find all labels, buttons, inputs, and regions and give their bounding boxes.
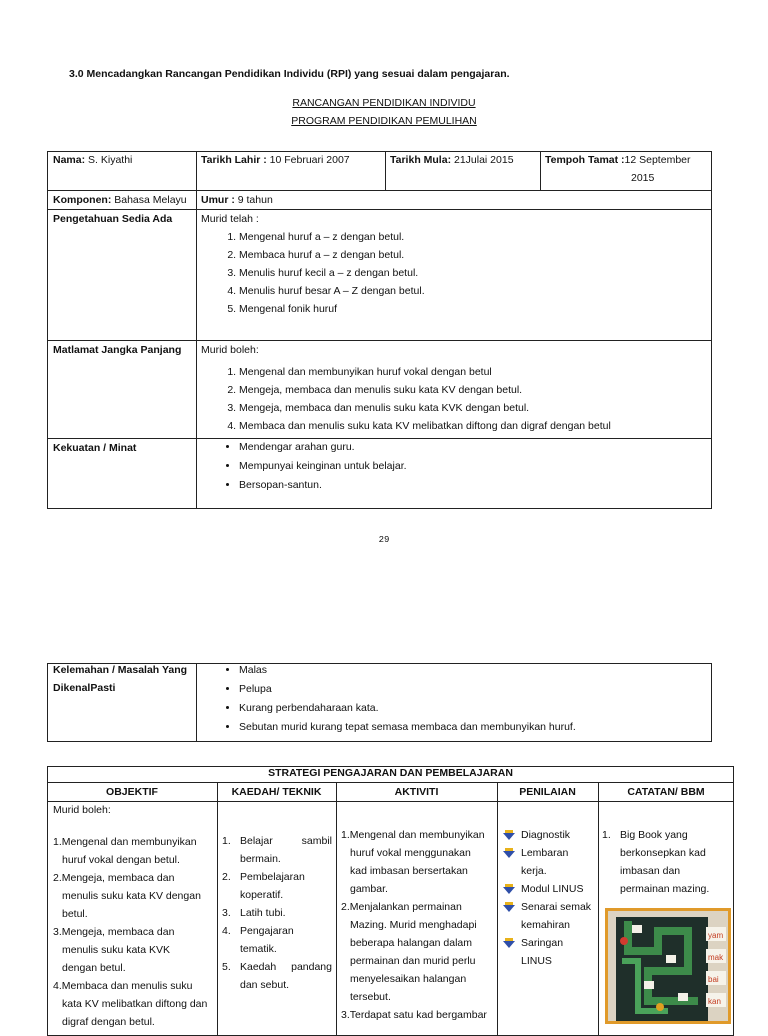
pengetahuan-list <box>201 228 706 318</box>
kaedah-text: Pengajaran <box>240 925 294 937</box>
kaedah-text: pandang <box>291 961 332 973</box>
kaedah-text: Kaedah <box>240 961 277 973</box>
objektif-line: betul. <box>62 908 88 920</box>
matlamat-label: Matlamat Jangka Panjang <box>53 344 182 356</box>
list-item: • Malas <box>239 661 706 680</box>
list-item: 3. Menulis huruf kecil a – z dengan betul. <box>239 264 706 282</box>
tempoh-tamat-year: 2015 <box>631 172 655 184</box>
header-kaedah: KAEDAH/ TEKNIK <box>231 786 322 798</box>
objektif-content <box>53 801 215 1031</box>
aktiviti-line: gambar. <box>350 883 388 895</box>
header-aktiviti: AKTIVITI <box>394 786 439 798</box>
list-item <box>501 898 597 934</box>
kaedah-text: Pembelajaran <box>240 871 305 883</box>
nama-cell <box>53 151 132 169</box>
aktiviti-line: 3.Terdapat satu kad bergambar <box>341 1009 487 1021</box>
catatan-content <box>602 826 732 898</box>
objektif-intro: Murid boleh: <box>53 804 111 816</box>
photo-label: mak <box>708 953 724 962</box>
objektif-line: huruf vokal dengan betul. <box>62 854 180 866</box>
arrow-down-icon <box>503 901 515 913</box>
aktiviti-line: huruf vokal menggunakan <box>350 847 471 859</box>
col-divider <box>497 782 498 1036</box>
objektif-line: 1.Mengenal dan membunyikan <box>53 836 197 848</box>
objektif-line: dengan betul. <box>62 962 126 974</box>
penilaian-text: LINUS <box>521 955 552 967</box>
objektif-line: menulis suku kata KVK <box>62 944 170 956</box>
kekuatan-content <box>201 438 706 495</box>
penilaian-text: Diagnostik <box>521 829 571 841</box>
arrow-down-icon <box>503 937 515 949</box>
header-objektif: OBJEKTIF <box>106 786 158 798</box>
objektif-line: 3.Mengeja, membaca dan <box>53 926 175 938</box>
col-divider <box>196 151 197 509</box>
maze-board-image <box>608 911 728 1021</box>
kaedah-text: tematik. <box>240 943 277 955</box>
tarikh-mula-label: Tarikh Mula: <box>390 154 452 166</box>
kaedah-item: 2. Pembelajaran <box>222 868 332 886</box>
tarikh-mula-value: 21Julai 2015 <box>451 154 514 166</box>
arrow-down-icon <box>503 883 515 895</box>
col-divider <box>385 151 386 190</box>
pengetahuan-label: Pengetahuan Sedia Ada <box>53 213 173 225</box>
kelemahan-list <box>201 661 706 737</box>
aktiviti-content <box>341 826 497 1024</box>
col-divider <box>217 782 218 1036</box>
aktiviti-line: permainan dan murid perlu <box>350 955 476 967</box>
komponen-cell <box>53 191 187 209</box>
tempoh-tamat-label: Tempoh Tamat : <box>545 154 625 166</box>
tempoh-tamat-value: 12 September <box>624 154 691 166</box>
col-divider <box>196 663 197 742</box>
penilaian-text: Saringan <box>521 937 564 949</box>
col-divider <box>336 782 337 1036</box>
list-item: 4. Membaca dan menulis suku kata KV melibatkan diftong dan digraf dengan betul <box>239 417 706 435</box>
kaedah-text: sambil <box>301 835 332 847</box>
photo-label: yam <box>708 931 724 940</box>
aktiviti-line: 2.Menjalankan permainan <box>341 901 462 913</box>
section-heading: 3.0 Mencadangkan Rancangan Pendidikan Individu (RPI) yang sesuai dalam pengajaran. <box>69 68 510 80</box>
kelemahan-label-line2: DikenalPasti <box>53 682 116 694</box>
umur-value: 9 tahun <box>234 194 273 206</box>
catatan-text: Big Book yang <box>620 829 688 841</box>
kaedah-text: koperatif. <box>240 889 284 901</box>
matlamat-content <box>201 341 706 435</box>
header-catatan: CATATAN/ BBM <box>627 786 705 798</box>
penilaian-text: kerja. <box>521 865 547 877</box>
kelemahan-label-line1: Kelemahan / Masalah Yang <box>53 664 188 676</box>
aktiviti-line: tersebut. <box>350 991 391 1003</box>
catatan-text: imbasan dan <box>620 865 681 877</box>
kaedah-item: 5. Kaedah pandang <box>222 958 332 976</box>
col-divider <box>540 151 541 190</box>
kaedah-text: Latih tubi. <box>240 907 286 919</box>
aktiviti-line: Mazing. Murid menghadapi <box>350 919 477 931</box>
objektif-line: kata KV melibatkan diftong dan <box>62 998 208 1010</box>
kaedah-item: 4. Pengajaran <box>222 922 332 940</box>
list-item: 2. Mengeja, membaca dan menulis suku kata KV dengan betul. <box>239 381 706 399</box>
catatan-number: 1. <box>602 829 611 841</box>
kaedah-item: 3. Latih tubi. <box>222 904 332 922</box>
pengetahuan-intro: Murid telah : <box>201 213 259 225</box>
kaedah-content <box>222 832 332 994</box>
tarikh-lahir-cell <box>201 151 350 169</box>
penilaian-text: Senarai semak <box>521 901 592 913</box>
kelemahan-content <box>201 661 706 737</box>
list-item: • Bersopan-santun. <box>239 476 706 495</box>
col-divider <box>598 782 599 1036</box>
kekuatan-list <box>201 438 706 495</box>
penilaian-text: kemahiran <box>521 919 571 931</box>
arrow-down-icon <box>503 829 515 841</box>
objektif-line: digraf dengan betul. <box>62 1016 155 1028</box>
list-item: 3. Mengeja, membaca dan menulis suku kata KVK dengan betul. <box>239 399 706 417</box>
aktiviti-line: beberapa halangan dalam <box>350 937 473 949</box>
objektif-line: 2.Mengeja, membaca dan <box>53 872 175 884</box>
list-item: • Sebutan murid kurang tepat semasa membaca dan membunyikan huruf. <box>239 718 706 737</box>
page-number: 29 <box>378 535 390 545</box>
objektif-line: menulis suku kata KV dengan <box>62 890 201 902</box>
list-item: • Mempunyai keinginan untuk belajar. <box>239 457 706 476</box>
photo-label: bai <box>708 975 719 984</box>
list-item <box>501 934 597 970</box>
aktiviti-line: 1.Mengenal dan membunyikan <box>341 829 485 841</box>
penilaian-list <box>501 826 597 970</box>
list-item: 1. Mengenal huruf a – z dengan betul. <box>239 228 706 246</box>
strategi-title: STRATEGI PENGAJARAN DAN PEMBELAJARAN <box>268 767 513 779</box>
list-item: • Kurang perbendaharaan kata. <box>239 699 706 718</box>
tarikh-lahir-value: 10 Februari 2007 <box>266 154 350 166</box>
list-item: 5. Mengenal fonik huruf <box>239 300 706 318</box>
kekuatan-label: Kekuatan / Minat <box>53 442 137 454</box>
komponen-value: Bahasa Melayu <box>111 194 187 206</box>
tarikh-mula-cell <box>390 151 514 169</box>
aktiviti-line: menyelesaikan halangan <box>350 973 467 985</box>
umur-label: Umur : <box>201 194 235 206</box>
umur-cell <box>201 191 273 209</box>
document-title: RANCANGAN PENDIDIKAN INDIVIDU <box>292 97 476 109</box>
kaedah-item: 1. Belajar sambil <box>222 832 332 850</box>
list-item: 2. Membaca huruf a – z dengan betul. <box>239 246 706 264</box>
catatan-item <box>602 826 732 844</box>
list-item: • Mendengar arahan guru. <box>239 438 706 457</box>
list-item: • Pelupa <box>239 680 706 699</box>
kaedah-text: dan sebut. <box>240 979 290 991</box>
photo-label: kan <box>708 997 721 1006</box>
kaedah-text: bermain. <box>240 853 281 865</box>
tarikh-lahir-label: Tarikh Lahir : <box>201 154 267 166</box>
komponen-label: Komponen: <box>53 194 112 206</box>
list-item <box>501 826 597 844</box>
catatan-text: permainan mazing. <box>620 883 710 895</box>
catatan-text: berkonsepkan kad <box>620 847 706 859</box>
objektif-line: 4.Membaca dan menulis suku <box>53 980 193 992</box>
kaedah-text: Belajar <box>240 835 273 847</box>
maze-board-photo <box>605 908 731 1024</box>
list-item <box>501 880 597 898</box>
matlamat-intro: Murid boleh: <box>201 344 259 356</box>
penilaian-text: Lembaran <box>521 847 569 859</box>
document-subtitle: PROGRAM PENDIDIKAN PEMULIHAN <box>291 115 477 127</box>
nama-value: S. Kiyathi <box>85 154 133 166</box>
list-item <box>501 844 597 880</box>
nama-label: Nama: <box>53 154 86 166</box>
matlamat-list <box>201 363 706 435</box>
pengetahuan-content <box>201 210 706 318</box>
kelemahan-label <box>53 661 193 697</box>
tempoh-tamat-cell <box>545 151 710 187</box>
list-item: 4. Menulis huruf besar A – Z dengan betul. <box>239 282 706 300</box>
penilaian-text: Modul LINUS <box>521 883 584 895</box>
list-item: 1. Mengenal dan membunyikan huruf vokal dengan betul <box>239 363 706 381</box>
arrow-down-icon <box>503 847 515 859</box>
penilaian-content <box>501 826 597 970</box>
aktiviti-line: kad imbasan bersertakan <box>350 865 468 877</box>
header-penilaian: PENILAIAN <box>519 786 576 798</box>
